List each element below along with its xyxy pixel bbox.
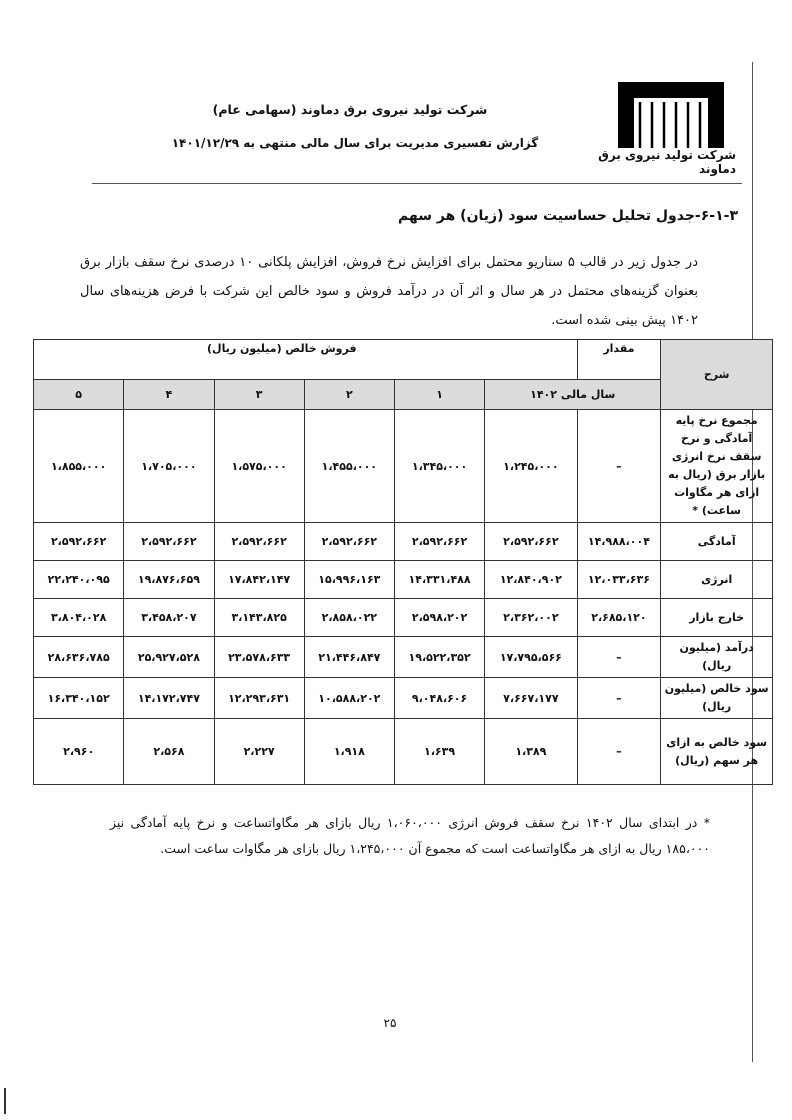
scenario-cell: ۱۲،۲۹۳،۶۳۱ [214, 678, 304, 719]
fiscal-year-cell: ۱۷،۷۹۵،۵۶۶ [485, 637, 577, 678]
scenario-cell: ۱،۳۴۵،۰۰۰ [394, 410, 484, 523]
scenario-cell: ۱،۸۵۵،۰۰۰ [34, 410, 124, 523]
scenario-cell: ۳،۸۰۴،۰۲۸ [34, 599, 124, 637]
scenario-cell: ۲۱،۴۴۶،۸۴۷ [304, 637, 394, 678]
header-amount: مقدار [577, 340, 661, 380]
row-label: مجموع نرخ پایه آمادگی و نرخ سقف نرخ انرژی بازار برق (ریال به ازای هر مگاوات ساعت) * [661, 410, 773, 523]
company-logo-icon [612, 78, 732, 154]
sensitivity-table [33, 339, 773, 785]
table-row [34, 678, 773, 719]
company-name-under-logo: شرکت تولید نیروی برق دماوند [598, 148, 736, 176]
scenario-cell: ۲،۵۶۸ [124, 719, 214, 785]
scenario-cell: ۱۷،۸۴۲،۱۴۷ [214, 561, 304, 599]
fiscal-year-cell: ۷،۶۶۷،۱۷۷ [485, 678, 577, 719]
scenario-cell: ۲،۵۹۲،۶۶۲ [214, 523, 304, 561]
header-scenario-5: ۵ [34, 380, 124, 410]
table-row [34, 599, 773, 637]
row-label: آمادگی [661, 523, 773, 561]
scenario-cell: ۲،۵۹۲،۶۶۲ [124, 523, 214, 561]
fiscal-year-cell: ۱۲،۸۴۰،۹۰۲ [485, 561, 577, 599]
scenario-cell: ۲،۵۹۲،۶۶۲ [34, 523, 124, 561]
amount-cell: ۲،۶۸۵،۱۲۰ [577, 599, 661, 637]
table-header-row [34, 340, 773, 380]
scenario-cell: ۲۳،۵۷۸،۶۳۳ [214, 637, 304, 678]
table-row [34, 410, 773, 523]
table-row [34, 719, 773, 785]
header-fiscal-year: سال مالی ۱۴۰۲ [485, 380, 661, 410]
scenario-cell: ۲،۵۹۲،۶۶۲ [394, 523, 484, 561]
table-row [34, 523, 773, 561]
scenario-cell: ۱۹،۸۷۶،۶۵۹ [124, 561, 214, 599]
scenario-cell: ۲۲،۲۴۰،۰۹۵ [34, 561, 124, 599]
amount-cell: ۱۲،۰۳۳،۶۳۶ [577, 561, 661, 599]
scenario-cell: ۱،۵۷۵،۰۰۰ [214, 410, 304, 523]
amount-cell: – [577, 410, 661, 523]
scenario-cell: ۱۹،۵۲۲،۳۵۲ [394, 637, 484, 678]
scenario-cell: ۲،۵۹۸،۲۰۲ [394, 599, 484, 637]
scenario-cell: ۱۰،۵۸۸،۲۰۲ [304, 678, 394, 719]
amount-cell: ۱۴،۹۸۸،۰۰۴ [577, 523, 661, 561]
header-divider [92, 183, 742, 184]
scenario-cell: ۱۴،۳۳۱،۴۸۸ [394, 561, 484, 599]
amount-cell: – [577, 719, 661, 785]
page-number: ۲۵ [383, 1016, 397, 1030]
scenario-cell: ۱،۷۰۵،۰۰۰ [124, 410, 214, 523]
scenario-cell: ۲،۹۶۰ [34, 719, 124, 785]
table-row [34, 561, 773, 599]
scenario-cell: ۲۸،۶۳۶،۷۸۵ [34, 637, 124, 678]
fiscal-year-cell: ۲،۳۶۲،۰۰۲ [485, 599, 577, 637]
scenario-cell: ۳،۱۴۳،۸۲۵ [214, 599, 304, 637]
scan-edge-mark [4, 1088, 6, 1114]
fiscal-year-cell: ۲،۵۹۲،۶۶۲ [485, 523, 577, 561]
scenario-cell: ۹،۰۴۸،۶۰۶ [394, 678, 484, 719]
scenario-cell: ۱،۶۳۹ [394, 719, 484, 785]
scenario-cell: ۱۵،۹۹۶،۱۶۳ [304, 561, 394, 599]
scenario-cell: ۱،۴۵۵،۰۰۰ [304, 410, 394, 523]
scenario-cell: ۲،۵۹۲،۶۶۲ [304, 523, 394, 561]
scenario-cell: ۱۶،۳۴۰،۱۵۲ [34, 678, 124, 719]
scenario-cell: ۲۵،۹۲۷،۵۲۸ [124, 637, 214, 678]
row-label: خارج بازار [661, 599, 773, 637]
table-row [34, 637, 773, 678]
footnote: * در ابتدای سال ۱۴۰۲ نرخ سقف فروش انرژی ۱،۰۶۰،۰۰۰ ریال بازای هر مگاواتساعت و نرخ پایه آمادگی نیز ۱۸۵،۰۰۰ ریال به ازای هر مگاواتساعت است که مجموع آن ۱،۲۴۵،۰۰۰ ریال بازای هر مگاوات ساعت است. [110, 815, 710, 856]
row-label: سود خالص به ازای هر سهم (ریال) [661, 719, 773, 785]
row-label: انرژی [661, 561, 773, 599]
row-label: درآمد (میلیون ریال) [661, 637, 773, 678]
header-scenario-2: ۲ [304, 380, 394, 410]
row-label: سود خالص (میلیون ریال) [661, 678, 773, 719]
fiscal-year-cell: ۱،۳۸۹ [485, 719, 577, 785]
scenario-cell: ۱۴،۱۷۲،۷۴۷ [124, 678, 214, 719]
header-net-sales: فروش خالص (میلیون ریال) [34, 340, 578, 380]
header-desc: شرح [661, 340, 773, 410]
scenario-cell: ۳،۴۵۸،۲۰۷ [124, 599, 214, 637]
fiscal-year-cell: ۱،۲۴۵،۰۰۰ [485, 410, 577, 523]
page-title: شرکت تولید نیروی برق دماوند (سهامی عام) [212, 102, 488, 117]
scenario-cell: ۲،۸۵۸،۰۲۲ [304, 599, 394, 637]
amount-cell: – [577, 678, 661, 719]
intro-paragraph: در جدول زیر در قالب ۵ سناریو محتمل برای افزایش نرخ فروش، افزایش پلکانی ۱۰ درصدی نرخ سقف بازار برق بعنوان گزینه‌های محتمل در هر سال و اثر آن در درآمد فروش و سود خالص این شرکت با فرض هزینه‌های سال ۱۴۰۲ پیش بینی شده است. [80, 255, 698, 328]
amount-cell: – [577, 637, 661, 678]
header-scenario-1: ۱ [394, 380, 484, 410]
scenario-cell: ۲،۲۲۷ [214, 719, 304, 785]
header-scenario-4: ۴ [124, 380, 214, 410]
scenario-cell: ۱،۹۱۸ [304, 719, 394, 785]
page-subtitle: گزارش تفسیری مدیریت برای سال مالی منتهی به ۱۴۰۱/۱۲/۲۹ [171, 136, 539, 150]
header-scenario-3: ۳ [214, 380, 304, 410]
section-title: ۶-۱-۳-جدول تحلیل حساسیت سود (زیان) هر سهم [398, 208, 738, 224]
